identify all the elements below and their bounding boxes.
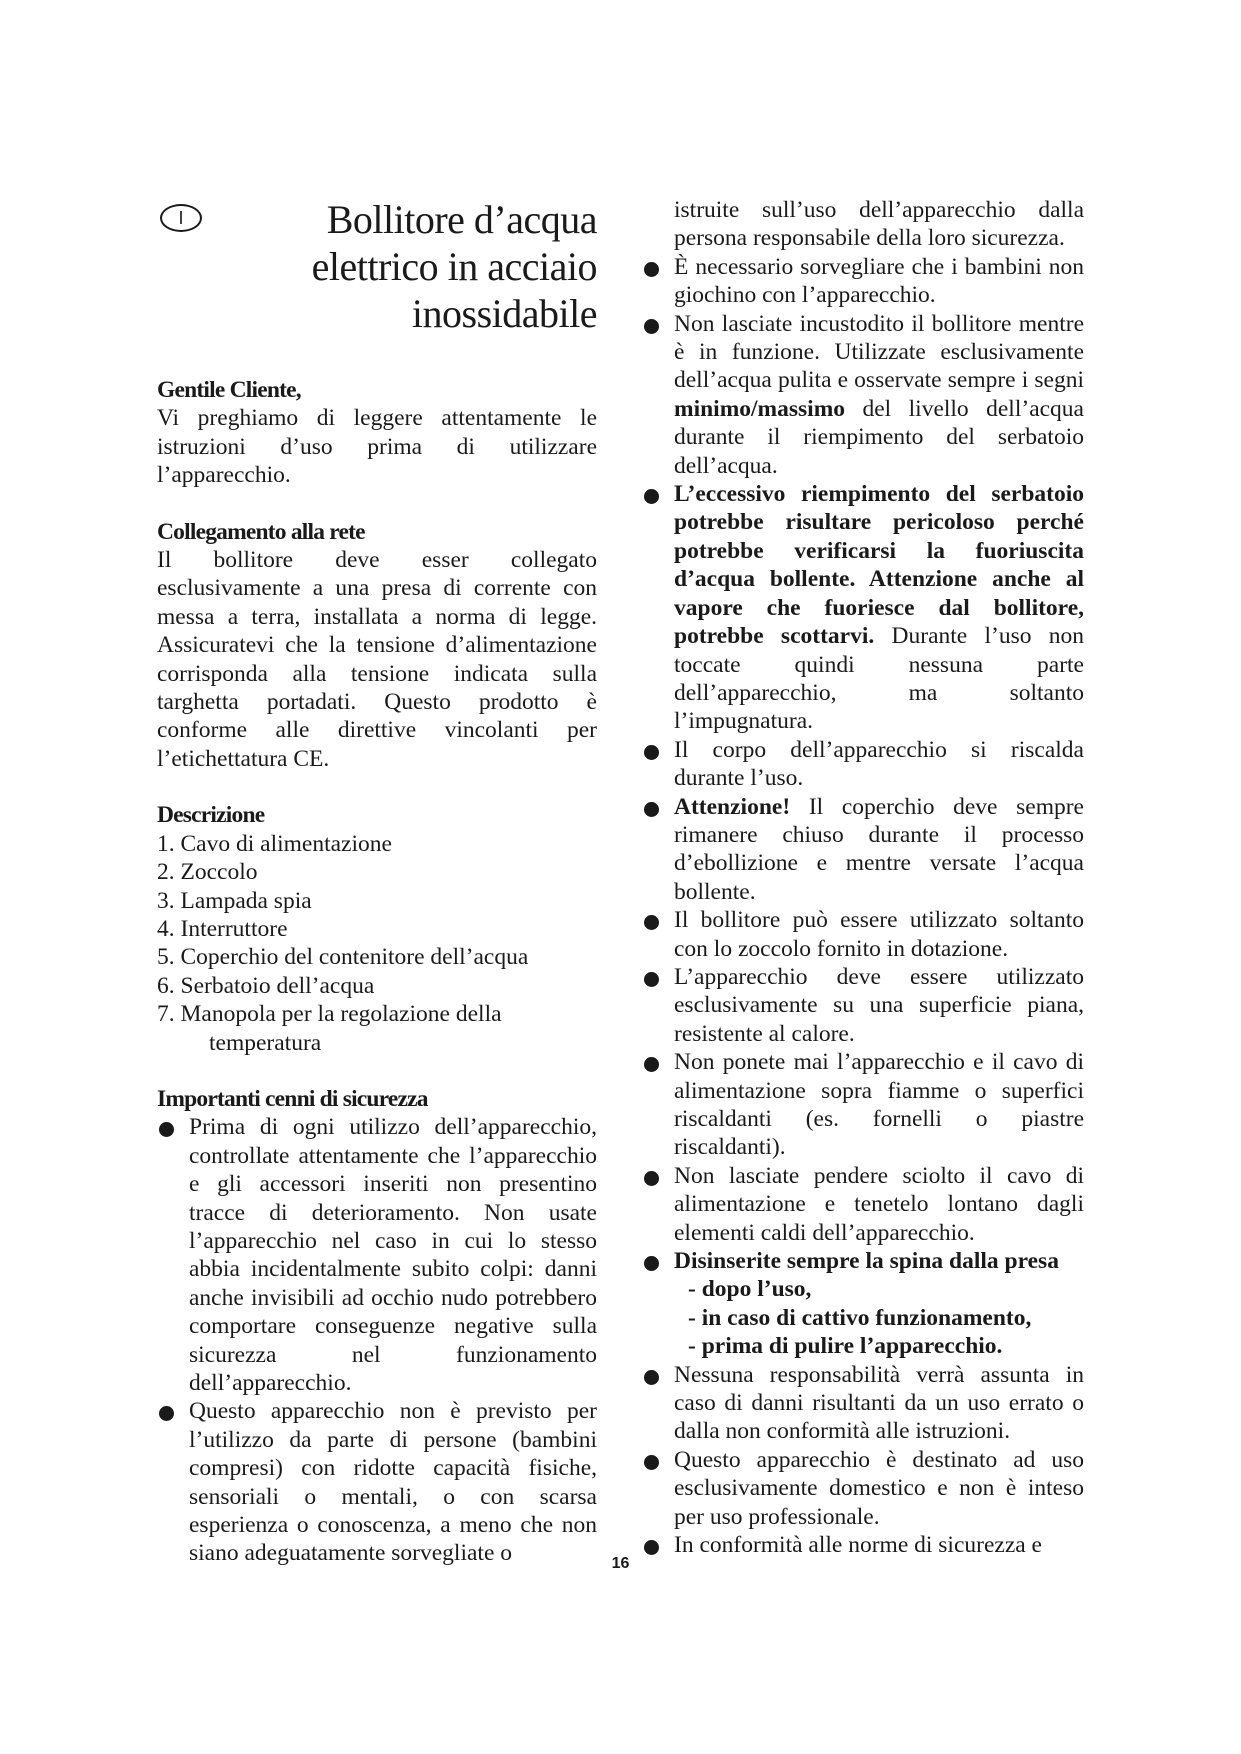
list-item-text: Non lasciate incustodito il bollitore mentre è in funzione. Utilizzate esclusivamente dell’acqua pulita e osservate sempre i segni: [674, 310, 1084, 394]
list-item-continuation: istruite sull’uso dell’apparecchio dalla persona responsabile della loro sicurezza.: [674, 197, 1084, 252]
list-item: [642, 793, 1084, 907]
list-item-text: del livello dell’acqua durante il riempimento del serbatoio dell’acqua.: [674, 395, 1084, 479]
emphasis-text: minimo/massimo: [674, 395, 846, 422]
connection-section: [157, 518, 597, 774]
list-item-continuation: temperatura: [209, 1029, 322, 1056]
list-item: 3. Lampada spia: [157, 887, 312, 914]
connection-text: Il bollitore deve esser collegato esclusivamente a una presa di corrente con messa a terra, installata a norma di legge. Assicuratevi che la tensione d’alimentazione corrisponda alla tensione indicata sulla targhetta portadati. Questo prodotto è conforme alle direttive vincolanti per l’etichettatura CE.: [157, 547, 597, 772]
sub-item: - in caso di cattivo funzionamento,: [688, 1304, 1032, 1331]
title-line: inossidabile: [411, 291, 597, 336]
greeting-section: [157, 376, 597, 490]
list-item-text: 7. Manopola per la regolazione della: [157, 1001, 502, 1028]
list-item: Non lasciate pendere sciolto il cavo di alimentazione e tenetelo lontano dagli elementi caldi dell’apparecchio.: [642, 1162, 1084, 1247]
list-item: [642, 1247, 1084, 1361]
safety-list-left: [157, 1113, 597, 1568]
list-item: Nessuna responsabilità verrà assunta in caso di danni risultanti da un uso errato o dalla non conformità alle istruzioni.: [642, 1361, 1084, 1446]
list-item-text: Durante l’uso non toccate quindi nessuna parte dell’apparecchio, ma soltanto l’impugnatura.: [674, 623, 1085, 735]
list-item: Il bollitore può essere utilizzato soltanto con lo zoccolo fornito in dotazione.: [642, 906, 1084, 963]
list-item: 5. Coperchio del contenitore dell’acqua: [157, 944, 529, 971]
sub-item: - prima di pulire l’apparecchio.: [688, 1333, 1003, 1360]
sub-item: - dopo l’uso,: [688, 1276, 812, 1303]
safety-section: [157, 1085, 597, 1568]
connection-heading: Collegamento alla rete: [157, 518, 365, 545]
greeting-text: Vi preghiamo di leggere attentamente le istruzioni d’uso prima di utilizzare l’apparecchio.: [157, 405, 597, 489]
safety-list-right: [642, 196, 1084, 1560]
list-item: In conformità alle norme di sicurezza e: [642, 1531, 1084, 1559]
list-item-text: Il coperchio deve sempre rimanere chiuso durante il processo d’ebollizione e mentre versate l’acqua bollente.: [674, 793, 1084, 905]
list-item: 4. Interruttore: [157, 915, 288, 942]
title-line: elettrico in acciaio: [311, 244, 597, 289]
list-item: Il corpo dell’apparecchio si riscalda durante l’uso.: [642, 736, 1084, 793]
description-heading: Descrizione: [157, 802, 265, 829]
list-item: Questo apparecchio non è previsto per l’utilizzo da parte di persone (bambini compresi) con ridotte capacità fisiche, sensoriali o mentali, o con scarsa esperienza o conoscenza, a meno che non siano adeguatamente sorvegliate o: [157, 1397, 597, 1567]
list-item: [157, 1000, 597, 1057]
list-item: L’apparecchio deve essere utilizzato esclusivamente su una superficie piana, resistente al calore.: [642, 963, 1084, 1048]
greeting-heading: Gentile Cliente,: [157, 377, 301, 403]
list-item: [642, 480, 1084, 736]
page-title: [157, 196, 597, 337]
safety-heading: Importanti cenni di sicurezza: [157, 1085, 428, 1112]
description-section: [157, 801, 597, 1057]
parts-list: [157, 830, 597, 1057]
right-column: [642, 196, 1084, 1560]
list-item: Questo apparecchio è destinato ad uso esclusivamente domestico e non è inteso per uso professionale.: [642, 1446, 1084, 1531]
list-item: È necessario sorvegliare che i bambini non giochino con l’apparecchio.: [642, 253, 1084, 310]
list-item: Prima di ogni utilizzo dell’apparecchio, controllate attentamente che l’apparecchio e gli accessori inseriti non presentino tracce di deterioramento. Non usate l’apparecchio nel caso in cui lo stesso abbia incidentalmente subito colpi: danni anche invisibili ad occhio nudo potrebbero comportare conseguenze negative sulla sicurezza nel funzionamento dell’apparecchio.: [157, 1113, 597, 1397]
warning-text: Disinserite sempre la spina dalla presa: [674, 1248, 1059, 1275]
list-item: 2. Zoccolo: [157, 859, 258, 886]
warning-text: Attenzione!: [674, 793, 791, 820]
left-column: [157, 196, 597, 1568]
list-item: [642, 310, 1084, 480]
list-item: 6. Serbatoio dell’acqua: [157, 972, 375, 999]
warning-text: L’eccessivo riempimento del serbatoio potrebbe risultare pericoloso perché potrebbe verificarsi la fuoriuscita d’acqua bollente. Attenzione anche al vapore che fuoriesce dal bollitore, potrebbe scottarvi.: [674, 481, 1084, 650]
list-item: 1. Cavo di alimentazione: [157, 830, 392, 857]
page-number: 16: [611, 1555, 630, 1572]
language-badge: I: [160, 204, 202, 232]
list-item: Non ponete mai l’apparecchio e il cavo di alimentazione sopra fiamme o superfici riscaldanti (es. fornelli o piastre riscaldanti).: [642, 1048, 1084, 1162]
title-line: Bollitore d’acqua: [326, 197, 597, 242]
